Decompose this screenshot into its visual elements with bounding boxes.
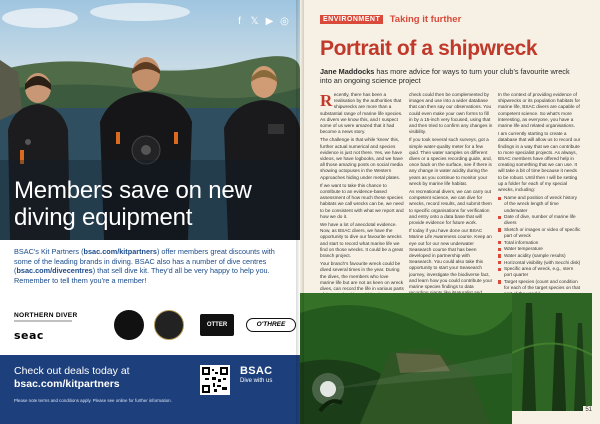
advert-intro: BSAC's Kit Partners (bsac.com/kitpartners) offer members great discounts with some of the leading brands in diving. BSAC also has a number of dive centres (bsac.com/divecentres) that sell dive kit. They'd all be very happy to help you. Remember to tell them you're a member!: [14, 247, 275, 285]
list-item: Water acidity (sample results): [498, 253, 582, 259]
page-number: 51: [585, 407, 592, 413]
cta-terms: Please note terms and conditions apply. Please see online for further information.: [14, 398, 172, 403]
facebook-icon[interactable]: f: [238, 16, 241, 27]
seac-logo: seac: [14, 329, 44, 342]
wreck-underwater-photo: [300, 293, 512, 424]
cta-url[interactable]: bsac.com/kitpartners: [14, 378, 120, 390]
list-item: Sketch or images or video of specific part of wreck: [498, 227, 582, 239]
article-column-1: Recently, there has been a realisation by the authorities that shipwrecks are more than a substantial range of marine life species. As divers we know this, and I suspect some of us were amazed that it had become a news story. The challenge is that while 'knew' this, further actual numerical and species evidence is just not there. Yes, we have videos, we have logbooks, and we have all those amazing posts on social media showing octopuses in the Western Approaches hiding under metal plates. If we want to take this chance to contribute to an evidence-based assessment of how much these species habitats we call wrecks can be, we need to be consistent with what we report and how we do it. We have a lot of anecdotal evidence. Now, as BSAC divers, we have the opportunity to dive our favourite wrecks and start to record what marine life we find on those wrecks. It could be a great branch project. Your branch's favourite wreck could be dived several times in the year. During the dives, the members who love marine life but are not as keen on wreck dives, can record the life in various parts: [320, 90, 404, 292]
list-item: Specific area of wreck, e.g., stern port quarter: [498, 266, 582, 278]
instagram-icon[interactable]: ◎: [280, 16, 289, 27]
list-item: Target species (count and condition for each of the target species on that: [498, 279, 582, 298]
qr-code-icon[interactable]: [200, 365, 230, 395]
divecentres-link[interactable]: bsac.com/divecentres: [16, 266, 93, 276]
otter-logo: OTTER: [200, 314, 234, 336]
cta-line-1: Check out deals today at: [14, 365, 130, 377]
northern-diver-logo: NORTHERN DIVER: [14, 312, 78, 322]
list-item: Horizontal visibility (with Secchi disk): [498, 260, 582, 266]
article-column-2: check could then be complemented by images and use into a wider database that can then say our observations. You could even make your own forms to fill in by a 15-inch very focused, using that and then tried to confirm any changes in visibility. If you took several such surveys, got a simple water-quality meter for a few quid. Then water samples on different dives or a species recording guide, and, once back on the surface, see if there is any change in water acidity during the years as you continue to monitor your wreck by marine life habitat. As recreational divers, we can carry out competent science, we can dive for wrecks, record results, and submit them to specific organisations for verification and entry onto a data base that will provide evidence for future work. If today if you have done our BSAC Marine Life Awareness course. Keep an eye out for our new underwater Seasearch course that has been developed in partnership with Seasearch. You could also take this opportunity to start your Seasearch journey, investigate the biodiverse fact, and learn how you could contribute your marine species findings to data: [409, 92, 493, 290]
cta-banner: [0, 355, 300, 424]
list-item: Date of dive, number of marine life divers: [498, 214, 582, 226]
section-title: Taking it further: [389, 14, 462, 26]
article-standfirst: Jane Maddocks has more advice for ways to turn your club's favourite wreck into an ongoing science project: [320, 67, 570, 86]
list-item: Total information: [498, 240, 582, 246]
section-tag: ENVIRONMENT: [320, 15, 383, 24]
shipwreck-article: [300, 0, 600, 424]
page-gutter: [296, 0, 304, 424]
othree-logo: O'THREE: [246, 318, 296, 332]
list-item: Name and position of wreck history of the wreck length of time underwater: [498, 195, 582, 214]
partner-seal-logo: [154, 310, 184, 340]
social-icons: [234, 16, 290, 27]
author-name: Jane Maddocks: [320, 67, 375, 76]
section-header: [320, 11, 462, 26]
partner-logos: [14, 310, 294, 344]
kitpartners-link[interactable]: bsac.com/kitpartners: [83, 247, 157, 256]
x-twitter-icon[interactable]: 𝕏: [250, 16, 259, 27]
article-title: Portrait of a shipwreck: [320, 37, 538, 60]
wreck-structure-photo: [512, 293, 592, 411]
bsac-logo: BSAC Dive with us: [240, 365, 273, 384]
partner-badge-logo: [114, 310, 144, 340]
list-item: Water temperature: [498, 246, 582, 252]
article-column-3: In the context of providing evidence of shipwrecks or its population habitats for marine life, BSAC divers are capable of competent science. So what's more interesting, as everyone, you have a marine life and related organisations. I am currently starting to create a database that will allow us to record our findings in a way that we can contribute to more specialist projects. As always, BSAC members have offered help in creating something that we can use. It will take a bit of time because it needs to be robust. Until then I will be setting up a folder for each of my special wrecks, including: Name and position of wreck history of the wreck length of time underwater Date of dive, number of marine life divers Sketch or images or video of specific part of wreck Total information Water temperature Water acidity (sample results) Horizontal visibility (with Secchi disk) Specific area of wreck, e.g., stern port quarter Target species (count and condition for each of the target species on that: [498, 92, 582, 333]
advert-headline: Members save on new diving equipment: [14, 177, 252, 231]
youtube-icon[interactable]: ▶: [265, 16, 274, 27]
dropcap: R: [320, 90, 333, 110]
divers-hero-photo: [0, 0, 300, 240]
